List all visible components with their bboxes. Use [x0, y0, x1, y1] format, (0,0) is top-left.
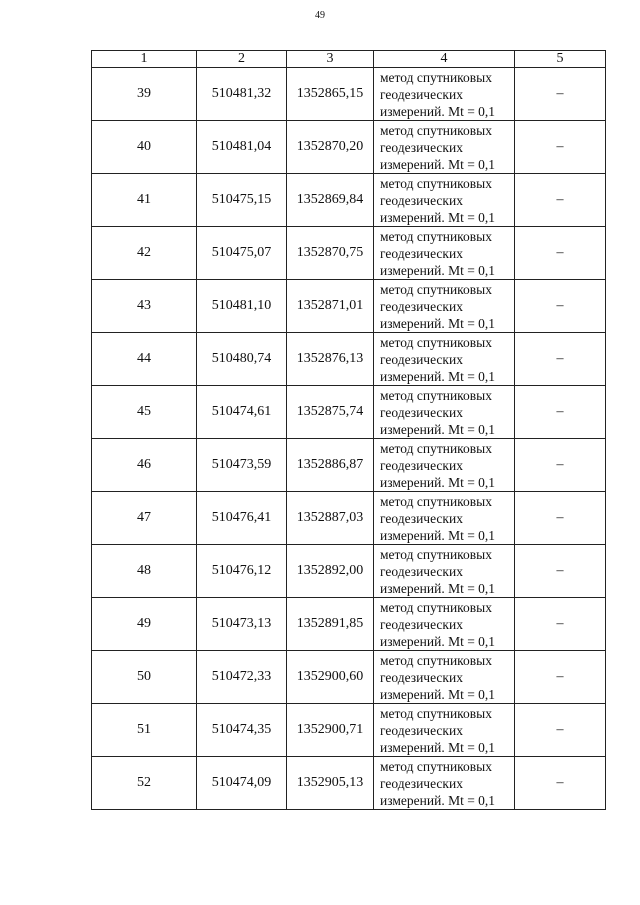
x-coordinate-cell: 510474,61 — [197, 386, 287, 439]
table-header-row — [92, 51, 606, 68]
table-row — [92, 68, 606, 121]
method-line: измерений. Mt = 0,1 — [380, 792, 496, 808]
method-cell — [374, 651, 515, 704]
note-cell: – — [515, 545, 606, 598]
table-row — [92, 492, 606, 545]
table-row — [92, 333, 606, 386]
point-number-cell: 40 — [92, 121, 197, 174]
method-line: геодезических — [380, 245, 463, 261]
x-coordinate-cell: 510474,09 — [197, 757, 287, 810]
x-coordinate-cell: 510475,07 — [197, 227, 287, 280]
method-cell — [374, 121, 515, 174]
table-row — [92, 280, 606, 333]
x-coordinate-cell: 510475,15 — [197, 174, 287, 227]
column-header-3: 3 — [287, 51, 374, 68]
point-number-cell: 48 — [92, 545, 197, 598]
method-line: геодезических — [380, 510, 463, 526]
method-line: измерений. Mt = 0,1 — [380, 739, 496, 755]
point-number-cell: 43 — [92, 280, 197, 333]
method-line: измерений. Mt = 0,1 — [380, 315, 496, 331]
method-line: метод спутниковых — [380, 758, 492, 774]
method-line: метод спутниковых — [380, 705, 492, 721]
y-coordinate-cell: 1352900,71 — [287, 704, 374, 757]
method-line: измерений. Mt = 0,1 — [380, 421, 496, 437]
point-number-cell: 44 — [92, 333, 197, 386]
table-row — [92, 545, 606, 598]
method-line: геодезических — [380, 722, 463, 738]
method-cell — [374, 757, 515, 810]
y-coordinate-cell: 1352870,75 — [287, 227, 374, 280]
method-line: измерений. Mt = 0,1 — [380, 368, 496, 384]
method-cell — [374, 704, 515, 757]
method-cell — [374, 280, 515, 333]
method-cell — [374, 545, 515, 598]
table-row — [92, 757, 606, 810]
point-number-cell: 41 — [92, 174, 197, 227]
method-line: метод спутниковых — [380, 387, 492, 403]
point-number-cell: 51 — [92, 704, 197, 757]
x-coordinate-cell: 510476,12 — [197, 545, 287, 598]
method-line: измерений. Mt = 0,1 — [380, 209, 496, 225]
y-coordinate-cell: 1352887,03 — [287, 492, 374, 545]
table-row — [92, 704, 606, 757]
x-coordinate-cell: 510481,32 — [197, 68, 287, 121]
note-cell: – — [515, 121, 606, 174]
point-number-cell: 49 — [92, 598, 197, 651]
x-coordinate-cell: 510473,13 — [197, 598, 287, 651]
y-coordinate-cell: 1352891,85 — [287, 598, 374, 651]
method-line: метод спутниковых — [380, 546, 492, 562]
note-cell: – — [515, 439, 606, 492]
method-line: геодезических — [380, 351, 463, 367]
y-coordinate-cell: 1352900,60 — [287, 651, 374, 704]
method-line: измерений. Mt = 0,1 — [380, 103, 496, 119]
method-line: геодезических — [380, 775, 463, 791]
note-cell: – — [515, 651, 606, 704]
method-line: метод спутниковых — [380, 281, 492, 297]
method-line: геодезических — [380, 457, 463, 473]
y-coordinate-cell: 1352905,13 — [287, 757, 374, 810]
table-row — [92, 121, 606, 174]
y-coordinate-cell: 1352869,84 — [287, 174, 374, 227]
y-coordinate-cell: 1352892,00 — [287, 545, 374, 598]
point-number-cell: 42 — [92, 227, 197, 280]
method-line: метод спутниковых — [380, 334, 492, 350]
table-row — [92, 598, 606, 651]
method-cell — [374, 439, 515, 492]
method-cell — [374, 174, 515, 227]
point-number-cell: 46 — [92, 439, 197, 492]
x-coordinate-cell: 510474,35 — [197, 704, 287, 757]
method-line: метод спутниковых — [380, 69, 492, 85]
table-row — [92, 174, 606, 227]
method-line: измерений. Mt = 0,1 — [380, 474, 496, 490]
note-cell: – — [515, 386, 606, 439]
y-coordinate-cell: 1352886,87 — [287, 439, 374, 492]
method-cell — [374, 386, 515, 439]
method-line: геодезических — [380, 139, 463, 155]
y-coordinate-cell: 1352870,20 — [287, 121, 374, 174]
note-cell: – — [515, 280, 606, 333]
y-coordinate-cell: 1352865,15 — [287, 68, 374, 121]
table-row — [92, 439, 606, 492]
y-coordinate-cell: 1352871,01 — [287, 280, 374, 333]
method-line: геодезических — [380, 669, 463, 685]
x-coordinate-cell: 510481,04 — [197, 121, 287, 174]
method-line: измерений. Mt = 0,1 — [380, 686, 496, 702]
method-line: метод спутниковых — [380, 228, 492, 244]
note-cell: – — [515, 174, 606, 227]
point-number-cell: 50 — [92, 651, 197, 704]
method-line: измерений. Mt = 0,1 — [380, 527, 496, 543]
method-line: геодезических — [380, 298, 463, 314]
x-coordinate-cell: 510481,10 — [197, 280, 287, 333]
column-header-1: 1 — [92, 51, 197, 68]
method-line: измерений. Mt = 0,1 — [380, 580, 496, 596]
note-cell: – — [515, 227, 606, 280]
point-number-cell: 52 — [92, 757, 197, 810]
method-cell — [374, 68, 515, 121]
method-line: метод спутниковых — [380, 122, 492, 138]
point-number-cell: 45 — [92, 386, 197, 439]
method-cell — [374, 227, 515, 280]
note-cell: – — [515, 492, 606, 545]
method-line: метод спутниковых — [380, 175, 492, 191]
page-number: 49 — [315, 10, 325, 21]
table-row — [92, 386, 606, 439]
note-cell: – — [515, 68, 606, 121]
method-line: геодезических — [380, 563, 463, 579]
table-body — [92, 68, 606, 810]
x-coordinate-cell: 510476,41 — [197, 492, 287, 545]
method-line: метод спутниковых — [380, 599, 492, 615]
method-cell — [374, 492, 515, 545]
method-line: метод спутниковых — [380, 493, 492, 509]
y-coordinate-cell: 1352875,74 — [287, 386, 374, 439]
point-number-cell: 47 — [92, 492, 197, 545]
column-header-2: 2 — [197, 51, 287, 68]
x-coordinate-cell: 510480,74 — [197, 333, 287, 386]
note-cell: – — [515, 704, 606, 757]
column-header-5: 5 — [515, 51, 606, 68]
note-cell: – — [515, 598, 606, 651]
method-line: измерений. Mt = 0,1 — [380, 262, 496, 278]
method-line: геодезических — [380, 404, 463, 420]
method-line: метод спутниковых — [380, 652, 492, 668]
method-line: измерений. Mt = 0,1 — [380, 633, 496, 649]
method-line: измерений. Mt = 0,1 — [380, 156, 496, 172]
table-row — [92, 651, 606, 704]
point-number-cell: 39 — [92, 68, 197, 121]
column-header-4: 4 — [374, 51, 515, 68]
method-line: геодезических — [380, 86, 463, 102]
method-line: геодезических — [380, 616, 463, 632]
method-cell — [374, 598, 515, 651]
table-row — [92, 227, 606, 280]
coordinates-table — [91, 50, 606, 810]
x-coordinate-cell: 510473,59 — [197, 439, 287, 492]
method-line: геодезических — [380, 192, 463, 208]
y-coordinate-cell: 1352876,13 — [287, 333, 374, 386]
note-cell: – — [515, 757, 606, 810]
note-cell: – — [515, 333, 606, 386]
x-coordinate-cell: 510472,33 — [197, 651, 287, 704]
method-line: метод спутниковых — [380, 440, 492, 456]
method-cell — [374, 333, 515, 386]
